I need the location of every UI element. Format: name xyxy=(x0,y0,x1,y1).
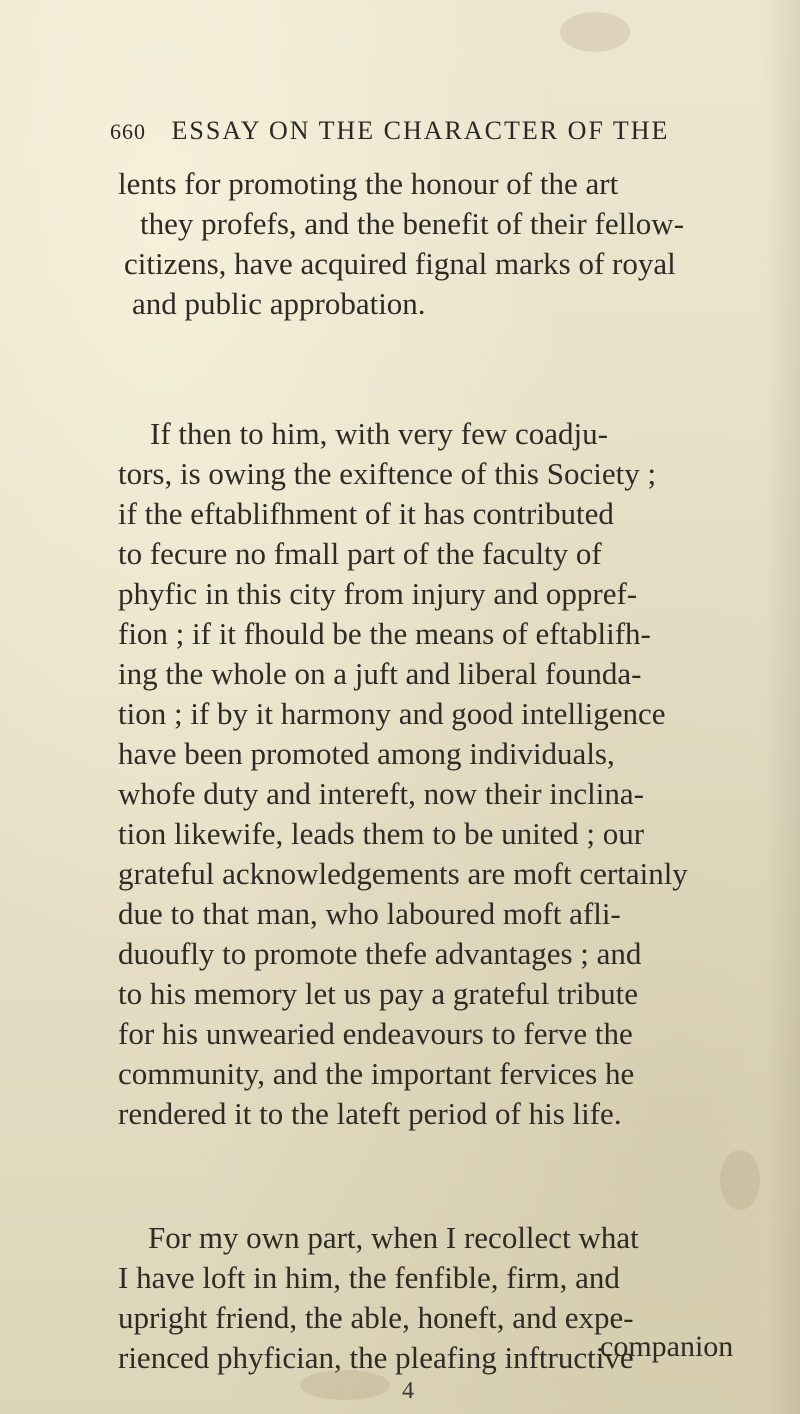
text-line: for his unwearied endeavours to ferve the xyxy=(118,1016,633,1051)
text-line: lents for promoting the honour of the art xyxy=(118,166,619,201)
text-line: rienced phyfician, the pleafing inftructive xyxy=(118,1340,634,1375)
catchword: companion xyxy=(600,1330,734,1363)
text-line: due to that man, who laboured moft afli- xyxy=(118,896,621,931)
running-title: ESSAY ON THE CHARACTER OF THE xyxy=(171,116,670,145)
paragraph-1 xyxy=(118,164,778,324)
text-line: have been promoted among individuals, xyxy=(118,736,615,771)
paper-stain xyxy=(720,1150,760,1210)
text-line: fion ; if it fhould be the means of eftablifh- xyxy=(118,616,651,651)
text-line: If then to him, with very few coadju- xyxy=(150,416,608,451)
text-line: I have loft in him, the fenfible, firm, and xyxy=(118,1260,620,1295)
text-line: rendered it to the lateft period of his life. xyxy=(118,1096,622,1131)
text-line: if the eftablifhment of it has contributed xyxy=(118,496,614,531)
text-line: tion likewife, leads them to be united ; our xyxy=(118,816,645,851)
paper-stain xyxy=(560,12,630,52)
paper-stain xyxy=(300,1370,390,1400)
text-line: duoufly to promote thefe advantages ; and xyxy=(118,936,642,971)
text-line: tion ; if by it harmony and good intelligence xyxy=(118,696,666,731)
signature-mark: 4 xyxy=(402,1378,414,1404)
text-line: community, and the important fervices he xyxy=(118,1056,635,1091)
paragraph-2 xyxy=(118,414,778,1134)
text-line: to his memory let us pay a grateful tribute xyxy=(118,976,638,1011)
page-number: 660 xyxy=(110,119,146,144)
text-line: to fecure no fmall part of the faculty of xyxy=(118,536,602,571)
text-line: For my own part, when I recollect what xyxy=(148,1220,639,1255)
text-line: whofe duty and intereft, now their inclina- xyxy=(118,776,644,811)
text-line: and public approbation. xyxy=(132,286,426,321)
running-head xyxy=(110,116,750,156)
text-line: they profefs, and the benefit of their fellow- xyxy=(140,206,685,241)
text-line: tors, is owing the exiftence of this Society ; xyxy=(118,456,657,491)
text-line: upright friend, the able, honeft, and expe- xyxy=(118,1300,634,1335)
text-line: phyfic in this city from injury and oppref- xyxy=(118,576,638,611)
text-line: citizens, have acquired fignal marks of royal xyxy=(124,246,676,281)
text-line: ing the whole on a juft and liberal founda- xyxy=(118,656,642,691)
text-line: grateful acknowledgements are moft certainly xyxy=(118,856,688,891)
page-edge-shadow xyxy=(764,0,800,1414)
